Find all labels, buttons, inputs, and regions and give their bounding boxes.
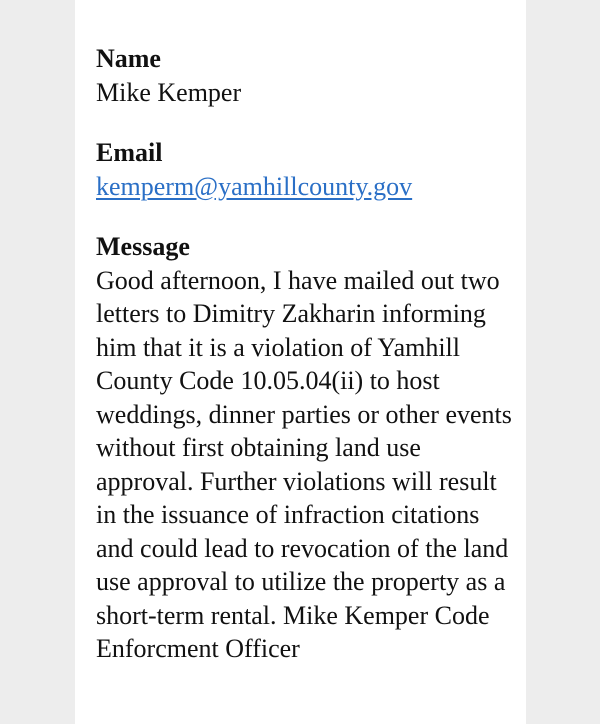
name-value: Mike Kemper bbox=[96, 77, 242, 107]
email-value-wrapper bbox=[96, 170, 516, 204]
email-label: Email bbox=[96, 138, 163, 167]
name-field bbox=[96, 42, 516, 109]
submission-details bbox=[96, 42, 516, 693]
message-card bbox=[75, 0, 526, 724]
message-text: Good afternoon, I have mailed out two letters to Dimitry Zakharin informing him that it is a violation of Yamhill County Code 10.05.04(ii) to host weddings, dinner parties or other events without first obtaining land use approval. Further violations will result in the issuance of infraction citations and could lead to revocation of the land use approval to utilize the property as a short-term rental. Mike Kemper Code Enforcment Officer bbox=[96, 265, 512, 663]
email-field bbox=[96, 136, 516, 203]
email-link[interactable]: kemperm@yamhillcounty.gov bbox=[96, 171, 413, 201]
name-label: Name bbox=[96, 44, 161, 73]
message-label: Message bbox=[96, 232, 190, 261]
message-field bbox=[96, 230, 516, 666]
